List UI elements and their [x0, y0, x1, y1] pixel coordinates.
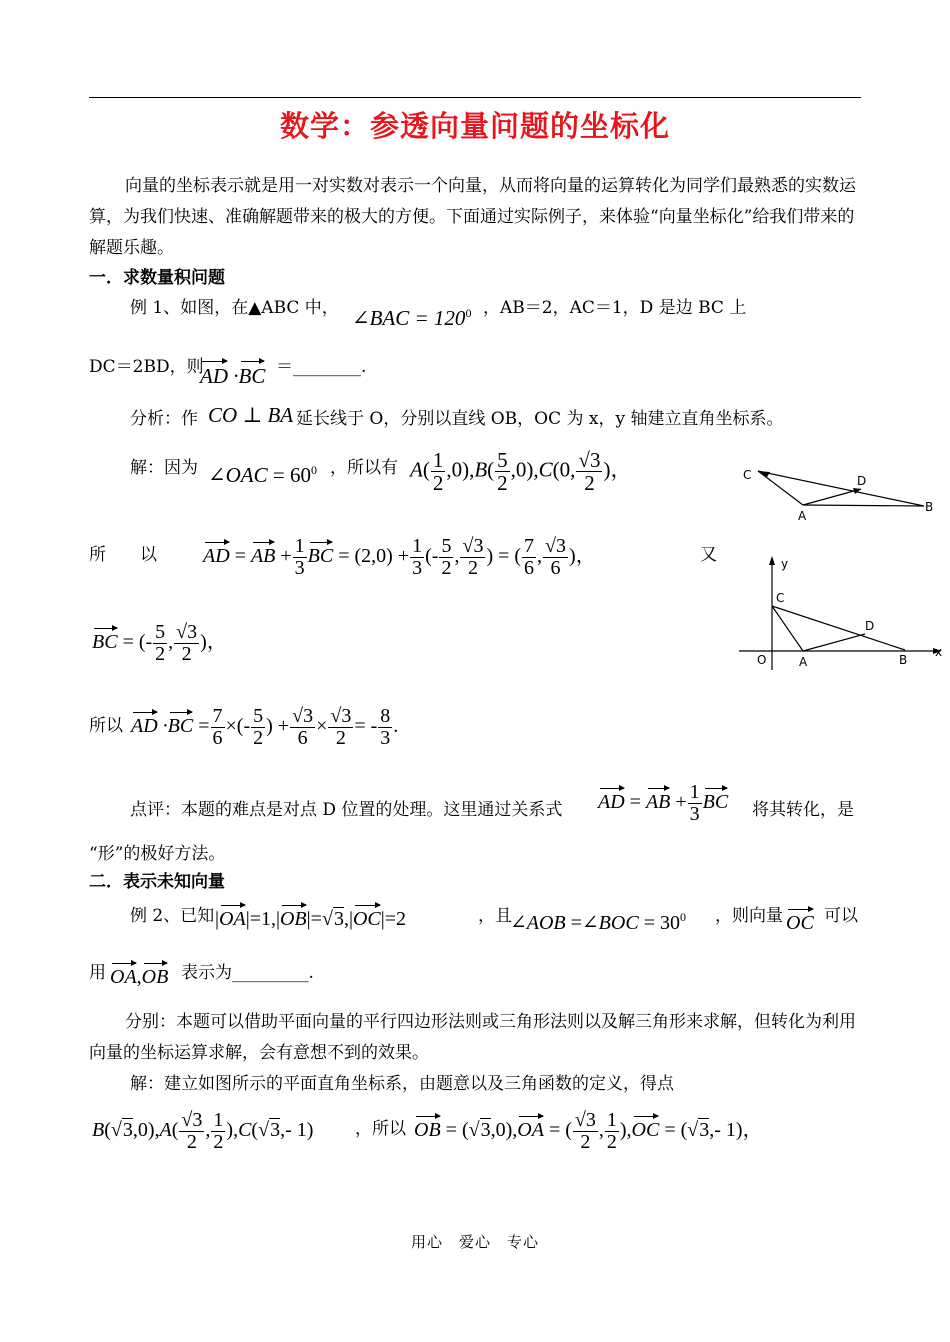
ex1-comment-end: 将其转化，是	[752, 800, 854, 820]
ex2-use: 用	[89, 963, 106, 983]
ex1-comment-text: 点评：本题的难点是对点 D 位置的处理。这里通过关系式	[130, 800, 563, 820]
ex1-so2-label: 所以	[89, 716, 123, 736]
ex2-can: 可以	[824, 906, 858, 926]
ex1-so-label: 所 以	[89, 545, 157, 565]
ex1-again: 又	[700, 545, 717, 565]
fig2-label-c: C	[776, 591, 785, 605]
ex2-angle-formula: ∠AOB =∠BOC = $30^0$	[510, 910, 686, 934]
fig1-label-d: D	[857, 474, 867, 488]
ex2-so: ，所以	[355, 1119, 406, 1139]
ex1-perp-formula: CO ⊥ BA	[208, 403, 294, 427]
ex1-ad-formula: AD = AB + $\frac{1}{3}$ BC = (2,0) + $\frac{1}{3}$ (- $\frac{5}{2}$ , $\frac{√3}{2}$ ) = ( $\frac{7}{6}$ , $\frac{√3}{6}$ )，	[203, 535, 596, 579]
ex1-blank: ＝________.	[276, 357, 367, 377]
ex1-lead: 例 1、如图，在▲ABC 中，	[130, 298, 339, 318]
ex2-oc-vector: OC	[786, 912, 814, 934]
fig1-label-a: A	[798, 509, 807, 523]
ex1-analysis-text: 延长线于 O，分别以直线 OB，OC 为 x，y 轴建立直角坐标系。	[296, 409, 784, 429]
header-rule	[89, 97, 861, 98]
ex1-result-formula: AD ·BC = $\frac{7}{6}$ ×(- $\frac{5}{2}$ ) + $\frac{√3}{6}$ × $\frac{√3}{2}$ = - $\frac{8}{3}$ .	[131, 705, 399, 749]
fig2-label-x: x	[935, 645, 943, 659]
ex2-lead: 例 2、已知	[130, 906, 215, 926]
ex2-magnitudes-formula: |OA|=1,|OB|=√3,|OC|=2	[215, 908, 407, 930]
ex2-points-formula: B(√3,0),A( $\frac{√3}{2}$ , $\frac{1}{2}$ ),C(√3,- 1)	[92, 1109, 314, 1153]
ex2-solution: 解：建立如图所示的平面直角坐标系，由题意以及三角函数的定义，得点	[130, 1074, 674, 1094]
ex1-angle-formula: ∠BAC = $120^0$	[352, 306, 472, 330]
ex1-comment-formula: AD = AB + $\frac{1}{3}$ BC	[598, 781, 729, 825]
ex1-dc-text: DC＝2BD，则	[89, 357, 204, 377]
ex2-analysis: 分别：本题可以借助平面向量的平行四边形法则或三角形法则以及解三角形来求解，但转化为利用向量的坐标运算求解，会有意想不到的效果。	[89, 1012, 856, 1063]
ex1-dot-product-formula: AD ·BC	[200, 364, 266, 388]
fig2-label-a: A	[799, 655, 808, 669]
section-heading-2: 二．表示未知向量	[89, 872, 225, 892]
fig2-label-d: D	[865, 619, 875, 633]
fig2-label-y: y	[781, 557, 789, 571]
fig1-label-b: B	[925, 500, 934, 514]
fig2-label-b: B	[899, 653, 908, 667]
triangle-figure	[740, 463, 940, 525]
ex1-analysis-label: 分析：作	[130, 409, 198, 429]
ex1-points-formula: A( $\frac{1}{2}$ ,0),B( $\frac{5}{2}$ ,0),C(0, $\frac{√3}{2}$ )，	[410, 448, 632, 496]
ex2-basis-vectors: OA,OB	[110, 966, 169, 988]
ex2-ask: ，则向量	[715, 906, 783, 926]
ex1-bc-formula: BC = (- $\frac{5}{2}$ , $\frac{√3}{2}$ )，	[92, 621, 227, 665]
fig1-label-c: C	[743, 468, 752, 482]
page-footer: 用心 爱心 专心	[410, 1233, 539, 1251]
ex1-angle-oac: ∠OAC = $60^0$	[208, 463, 317, 487]
ex2-vectors-formula: OB = (√3,0),OA = ( $\frac{√3}{2}$ , $\frac{1}{2}$ ),OC = (√3,- 1)，	[414, 1109, 763, 1153]
ex1-condition: ，AB＝2，AC＝1，D 是边 BC 上	[483, 298, 747, 318]
coordinate-figure	[735, 552, 947, 677]
ex1-comment-line2: “形”的极好方法。	[89, 844, 226, 864]
ex1-solution-label: 解：因为	[130, 458, 198, 478]
fig2-label-o: O	[757, 653, 767, 667]
ex2-cond: ，且	[478, 906, 512, 926]
ex1-solution-mid: ，所以有	[330, 458, 398, 478]
intro-paragraph: 向量的坐标表示就是用一对实数对表示一个向量，从而将向量的运算转化为同学们最熟悉的实数运算，为我们快速、准确解题带来的极大的方便。下面通过实际例子，来体验“向量坐标化”给我们带来的解题乐趣。	[89, 176, 856, 258]
page-title: 数学：参透向量问题的坐标化	[279, 109, 670, 143]
ex2-rep: 表示为_________.	[181, 963, 314, 983]
section-heading-1: 一．求数量积问题	[89, 268, 225, 288]
